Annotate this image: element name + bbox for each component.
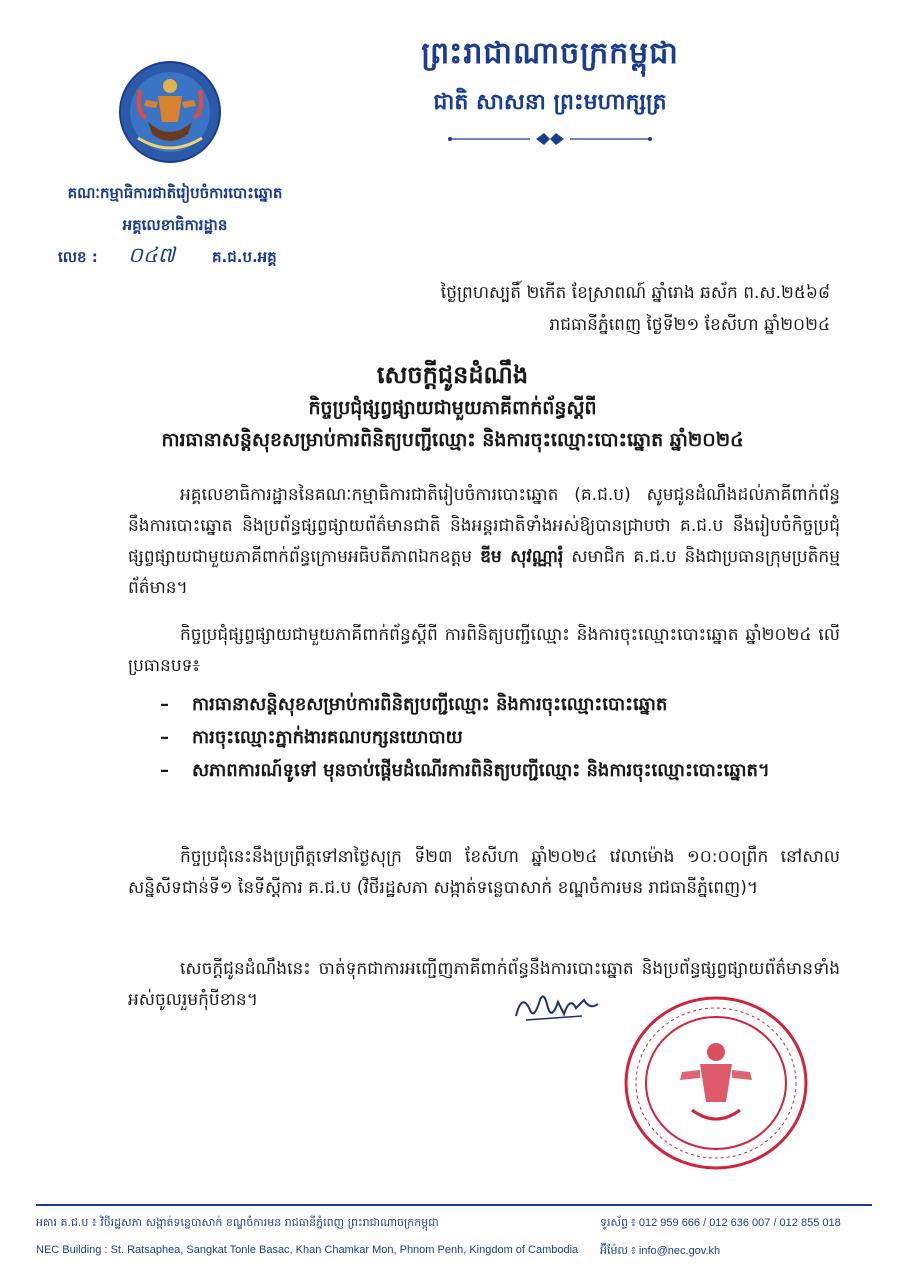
- paragraph-intro: [128, 480, 840, 604]
- list-item: [160, 721, 840, 754]
- reference-suffix: គ.ជ.ប.អគ្គ: [212, 248, 277, 266]
- ornament-divider-icon: [440, 132, 660, 146]
- document-subtitle-line2: ការធានាសន្តិសុខសម្រាប់ការពិនិត្យបញ្ជីឈ្មោះ និងការចុះឈ្មោះបោះឆ្នោត ឆ្នាំ២០២៤: [161, 429, 744, 451]
- signature-icon: [512, 986, 602, 1026]
- official-name: ឌីម សុវណ្ណារុំ: [480, 547, 564, 567]
- topic-text: សភាពការណ៍ទូទៅ មុនចាប់ផ្តើមដំណើរការពិនិត្យបញ្ជីឈ្មោះ និងការចុះឈ្មោះបោះឆ្នោត។: [192, 760, 770, 781]
- paragraph-meeting-details: កិច្ចប្រជុំនេះនឹងប្រព្រឹត្តទៅនាថ្ងៃសុក្រ ទី២៣ ខែសីហា ឆ្នាំ២០២៤ វេលាម៉ោង ១០:០០ព្រឹក នៅសាលសន្និសីទជាន់ទី១ នៃទីស្តីការ គ.ជ.ប (វិថីរដ្ឋសភា សង្កាត់ទន្លេបាសាក់ ខណ្ឌចំការមន រាជធានីភ្នំពេញ)។: [128, 847, 840, 898]
- org-name: គណៈកម្មាធិការជាតិរៀបចំការបោះឆ្នោត: [67, 184, 283, 202]
- footer-divider: [36, 1204, 872, 1206]
- footer-address-en: NEC Building : St. Ratsaphea, Sangkat Tonle Basac, Khan Chamkar Mon, Phnom Penh, Kingdom of Cambodia: [36, 1244, 579, 1256]
- official-seal-icon: [622, 994, 810, 1172]
- footer-phone: ទូរស័ព្ទ ៖ 012 959 666 / 012 636 007 / 012 855 018: [600, 1217, 841, 1229]
- footer-email: អ៊ីម៉ែល ៖ info@nec.gov.kh: [600, 1245, 721, 1257]
- list-item: [160, 754, 840, 787]
- footer-address-km: អគារ គ.ជ.ប ៖ វិថីរដ្ឋសភា សង្កាត់ទន្លេបាសាក់ ខណ្ឌចំការមន រាជធានីភ្នំពេញ ព្រះរាជាណាចក្រកម្ពុជា: [36, 1216, 439, 1229]
- bullet-dash: –: [160, 727, 169, 748]
- paragraph-intro-tail: សមាជិក គ.ជ.ប និងជាប្រធានក្រុមប្រតិកម្មព័ត៌មាន។: [128, 547, 840, 598]
- list-item: [160, 688, 840, 721]
- lunar-date: ថ្ងៃព្រហស្បតិ៍ ២កើត ខែស្រាពណ៍ ឆ្នាំរោង ឆស័ក ព.ស.២៥៦៨: [440, 283, 830, 303]
- topic-text: ការចុះឈ្មោះភ្នាក់ងារគណបក្សនយោបាយ: [192, 727, 463, 748]
- nec-emblem-icon: [118, 60, 222, 164]
- paragraph-intro-text: អគ្គលេខាធិការដ្ឋាននៃគណៈកម្មាធិការជាតិរៀបចំការបោះឆ្នោត (គ.ជ.ប) សូមជូនដំណឹងដល់ភាគីពាក់ព័ន្ធនឹងការបោះឆ្នោត និងប្រព័ន្ធផ្សព្វផ្សាយព័ត៌មានជាតិ និងអន្តរជាតិទាំងអស់ឱ្យបានជ្រាបថា គ.ជ.ប នឹងរៀបចំកិច្ចប្រជុំផ្សព្វផ្សាយជាមួយភាគីពាក់ព័ន្ធក្រោមអធិបតីភាពឯកឧត្តម: [128, 485, 840, 567]
- document-title: សេចក្តីជូនដំណឹង: [376, 361, 529, 389]
- topic-list: [160, 688, 840, 787]
- bullet-dash: –: [160, 694, 169, 715]
- reference-number: ០៤៧: [128, 243, 175, 267]
- kingdom-title: ព្រះរាជាណាចក្រកម្ពុជា: [421, 36, 679, 71]
- org-unit: អគ្គលេខាធិការដ្ឋាន: [122, 216, 228, 234]
- topic-text: ការធានាសន្តិសុខសម្រាប់ការពិនិត្យបញ្ជីឈ្មោះ និងការចុះឈ្មោះបោះឆ្នោត: [192, 694, 668, 715]
- document-subtitle-line1: កិច្ចប្រជុំផ្សព្វផ្សាយជាមួយភាគីពាក់ព័ន្ធស្តីពី: [308, 397, 597, 419]
- paragraph-invitation: សេចក្តីជូនដំណឹងនេះ ចាត់ទុកជាការអញ្ជើញភាគីពាក់ព័ន្ធនឹងការបោះឆ្នោត និងប្រព័ន្ធផ្សព្វផ្សាយព័ត៌មានទាំងអស់ចូលរួមកុំបីខាន។: [128, 959, 840, 1010]
- bullet-dash: –: [160, 760, 169, 781]
- kingdom-motto: ជាតិ សាសនា ព្រះមហាក្សត្រ: [433, 89, 667, 115]
- reference-label: លេខ :: [58, 248, 98, 266]
- paragraph-topics-intro: កិច្ចប្រជុំផ្សព្វផ្សាយជាមួយភាគីពាក់ព័ន្ធស្តីពី ការពិនិត្យបញ្ជីឈ្មោះ និងការចុះឈ្មោះបោះឆ្នោត ឆ្នាំ២០២៤ លើប្រធានបទ៖: [128, 625, 840, 676]
- solar-date: រាជធានីភ្នំពេញ ថ្ងៃទី២១ ខែសីហា ឆ្នាំ២០២៤: [549, 315, 830, 335]
